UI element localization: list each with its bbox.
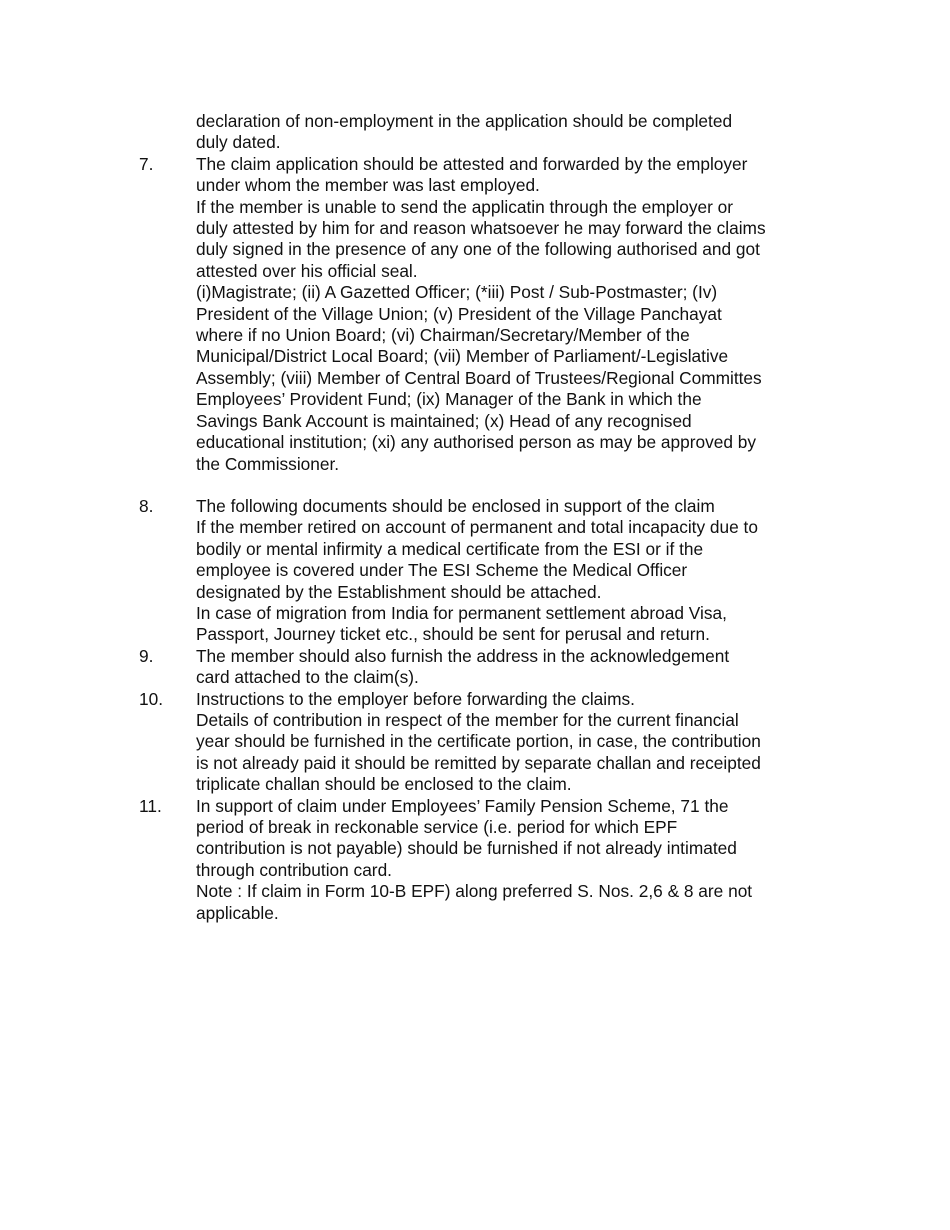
text-line: triplicate challan should be enclosed to the claim.	[196, 774, 572, 795]
item-8	[139, 496, 829, 646]
text-line: Details of contribution in respect of the member for the current financial	[196, 709, 739, 730]
text-line: is not already paid it should be remitted by separate challan and receipted	[196, 752, 761, 773]
text-line: The claim application should be attested and forwarded by the employer	[196, 153, 748, 174]
text-line: Savings Bank Account is maintained; (x) Head of any recognised	[196, 410, 692, 431]
text-line: President of the Village Union; (v) President of the Village Panchayat	[196, 303, 722, 324]
text-line: employee is covered under The ESI Scheme the Medical Officer	[196, 560, 688, 581]
item-9	[139, 646, 829, 689]
intro-continuation	[139, 111, 829, 154]
text-line: If the member retired on account of permanent and total incapacity due to	[196, 517, 758, 538]
text-line: through contribution card.	[196, 859, 392, 880]
item-number: 7.	[139, 153, 154, 174]
text-line: where if no Union Board; (vi) Chairman/Secretary/Member of the	[196, 325, 690, 346]
text-line: card attached to the claim(s).	[196, 667, 419, 688]
text-line: attested over his official seal.	[196, 260, 418, 281]
instructions-body	[139, 111, 829, 924]
text-line: designated by the Establishment should be attached.	[196, 581, 602, 602]
text-line: In support of claim under Employees’ Family Pension Scheme, 71 the	[196, 795, 729, 816]
text-line: duly dated.	[196, 132, 281, 153]
text-line: In case of migration from India for permanent settlement abroad Visa,	[196, 602, 727, 623]
text-line: Employees’ Provident Fund; (ix) Manager of the Bank in which the	[196, 389, 702, 410]
text-line: duly attested by him for and reason whatsoever he may forward the claims	[196, 218, 766, 239]
text-line: The following documents should be enclosed in support of the claim	[196, 495, 715, 516]
text-line: bodily or mental infirmity a medical certificate from the ESI or if the	[196, 538, 704, 559]
text-line: Assembly; (viii) Member of Central Board of Trustees/Regional Committes	[196, 367, 762, 388]
text-line: contribution is not payable) should be furnished if not already intimated	[196, 838, 737, 859]
text-line: Municipal/District Local Board; (vii) Member of Parliament/-Legislative	[196, 346, 729, 367]
text-line: If the member is unable to send the applicatin through the employer or	[196, 196, 733, 217]
text-line: Instructions to the employer before forwarding the claims.	[196, 688, 635, 709]
item-11	[139, 796, 829, 924]
text-line: the Commissioner.	[196, 453, 340, 474]
text-line: Passport, Journey ticket etc., should be sent for perusal and return.	[196, 624, 710, 645]
paragraph-gap	[139, 475, 829, 496]
item-10	[139, 689, 829, 796]
text-line: educational institution; (xi) any authorised person as may be approved by	[196, 432, 757, 453]
item-number: 11.	[139, 795, 162, 816]
item-number: 8.	[139, 495, 154, 516]
text-line: period of break in reckonable service (i.e. period for which EPF	[196, 817, 678, 837]
text-line: The member should also furnish the address in the acknowledgement	[196, 645, 730, 666]
text-line: (i)Magistrate; (ii) A Gazetted Officer; (*iii) Post / Sub-Postmaster; (Iv)	[196, 282, 718, 303]
text-line: declaration of non-employment in the application should be completed	[196, 111, 733, 131]
text-line: applicable.	[196, 902, 279, 923]
text-line: Note : If claim in Form 10-B EPF) along preferred S. Nos. 2,6 & 8 are not	[196, 881, 753, 902]
text-line: under whom the member was last employed.	[196, 175, 540, 196]
text-line: duly signed in the presence of any one of the following authorised and got	[196, 239, 760, 260]
item-number: 10.	[139, 688, 164, 709]
item-number: 9.	[139, 645, 154, 666]
item-7	[139, 154, 829, 475]
text-line: year should be furnished in the certificate portion, in case, the contribution	[196, 731, 761, 752]
